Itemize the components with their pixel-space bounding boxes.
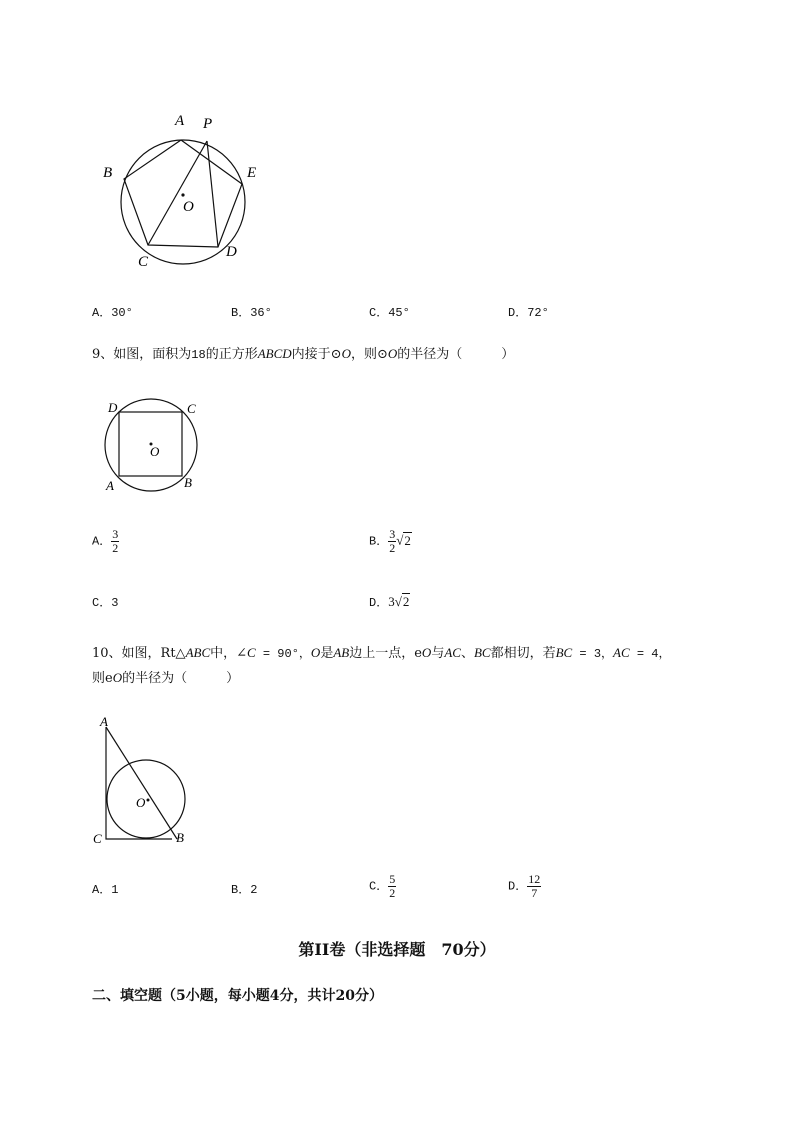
q9-option-b[interactable] (369, 528, 412, 554)
fraction-numerator: 3 (112, 527, 119, 541)
q10-label-o: O (136, 795, 146, 810)
q9-label-o: O (150, 444, 160, 459)
q8-center-dot (181, 193, 184, 196)
q10-mid4: 与 (431, 646, 445, 661)
q9-stem-square: ABCD (257, 346, 292, 361)
sqrt-radicand: 2 (404, 532, 411, 548)
q10-stem-line1 (92, 645, 670, 662)
q10-o-var: O (310, 645, 321, 660)
q8-option-c[interactable]: C．45° (369, 306, 410, 320)
q9-stem-prefix: 9、如图，面积为 (92, 347, 192, 362)
q10-mid2: 是 (320, 646, 334, 661)
q10-line2-prefix: 则e (92, 671, 113, 686)
q10-label-b: B (176, 830, 184, 845)
q8-label-d: D (226, 244, 237, 260)
q10-figure (88, 712, 198, 852)
q9-option-c[interactable]: C．3 (92, 596, 119, 610)
q9-label-b: B (184, 475, 192, 490)
fraction-numerator: 3 (389, 527, 396, 541)
fraction-denominator: 2 (389, 885, 396, 900)
q10-legs (106, 727, 172, 839)
q9-stem-suffix: 的半径为（ ） (397, 347, 515, 362)
q10-sep: 、 (460, 646, 474, 661)
fraction-denominator: 2 (389, 540, 396, 555)
q9-figure (100, 398, 210, 493)
q10-line2-suffix: 的半径为（ ） (122, 671, 240, 686)
q10-option-a[interactable]: A．1 (92, 883, 119, 897)
q9-label-c: C (187, 401, 196, 416)
q8-label-c: C (138, 254, 149, 270)
q9-option-b-letter: B． (369, 534, 389, 549)
part2-section-heading: 二、填空题（5小题，每小题4分，共计20分） (92, 988, 383, 1004)
q10-center-dot (147, 799, 150, 802)
q10-circle (107, 760, 185, 838)
q9-stem-circle2: O (387, 346, 398, 361)
fraction-denominator: 2 (112, 540, 119, 555)
q8-option-b[interactable]: B．36° (231, 306, 272, 320)
q10-ac-val: = 4， (629, 647, 671, 661)
q9-label-a: A (106, 478, 114, 493)
q10-mid1: 中，∠ (210, 646, 248, 661)
q10-ac-var: AC (444, 645, 461, 660)
q10-label-a: A (100, 714, 108, 729)
q9-option-d-sqrt: √2 (394, 594, 410, 609)
q10-prefix: 10、如图，Rt△ (92, 646, 186, 661)
q10-line2-circ-var: O (112, 670, 123, 685)
q10-ac-var2: AC (613, 645, 630, 660)
q8-line-pd (207, 141, 218, 247)
q8-label-e: E (247, 165, 257, 181)
q8-label-a: A (175, 113, 185, 129)
q10-bc-var2: BC (555, 645, 573, 660)
q10-angle-val: = 90°， (255, 647, 311, 661)
q10-option-d-fraction (527, 873, 541, 899)
q10-option-c-letter: C． (369, 879, 389, 894)
q10-hypotenuse (106, 727, 177, 839)
q10-option-c-fraction (388, 873, 396, 899)
sqrt-radicand: 2 (402, 594, 410, 609)
q8-label-b: B (103, 165, 113, 181)
q10-angle-var: C (247, 645, 256, 660)
q10-bc-val: = 3， (572, 647, 614, 661)
q10-mid5: 都相切，若 (490, 646, 556, 661)
q9-stem-number: 18 (191, 348, 206, 362)
q10-option-d[interactable] (508, 873, 541, 899)
fraction-numerator: 5 (389, 872, 396, 886)
fraction-denominator: 7 (531, 885, 538, 900)
q9-stem (92, 346, 514, 363)
q10-option-c[interactable] (369, 873, 396, 899)
q9-option-a[interactable] (92, 528, 119, 554)
q10-option-d-letter: D． (508, 879, 528, 894)
q10-side-var: AB (333, 645, 350, 660)
q10-option-b[interactable]: B．2 (231, 883, 258, 897)
q8-option-d[interactable]: D．72° (508, 306, 549, 320)
q9-stem-circle1: O (341, 346, 351, 361)
q9-option-b-fraction (388, 528, 396, 554)
q9-option-b-sqrt: √2 (396, 532, 411, 548)
q9-stem-mid1: 的正方形 (205, 347, 258, 362)
q10-bc-var: BC (473, 645, 491, 660)
q8-option-a[interactable]: A．30° (92, 306, 133, 320)
part2-title: 第II卷（非选择题 70分） (298, 940, 496, 959)
q9-option-a-letter: A． (92, 534, 112, 549)
q9-option-d-coef: 3 (388, 594, 395, 609)
q9-stem-mid2: 内接于⊙ (291, 347, 342, 362)
q10-label-c: C (93, 831, 102, 846)
q10-circ-var: O (421, 645, 432, 660)
q9-option-d[interactable] (369, 594, 410, 611)
q8-figure (90, 105, 280, 275)
q10-triangle: ABC (185, 645, 211, 660)
q8-label-o: O (183, 199, 194, 215)
q9-option-d-letter: D． (369, 596, 389, 610)
q9-stem-mid3: ，则⊙ (350, 347, 388, 362)
q9-label-d: D (108, 400, 118, 415)
q8-label-p: P (203, 116, 213, 132)
q9-option-a-fraction (111, 528, 119, 554)
q10-mid3: 边上一点，e (349, 646, 422, 661)
q10-stem-line2 (92, 670, 239, 687)
fraction-numerator: 12 (528, 872, 541, 886)
